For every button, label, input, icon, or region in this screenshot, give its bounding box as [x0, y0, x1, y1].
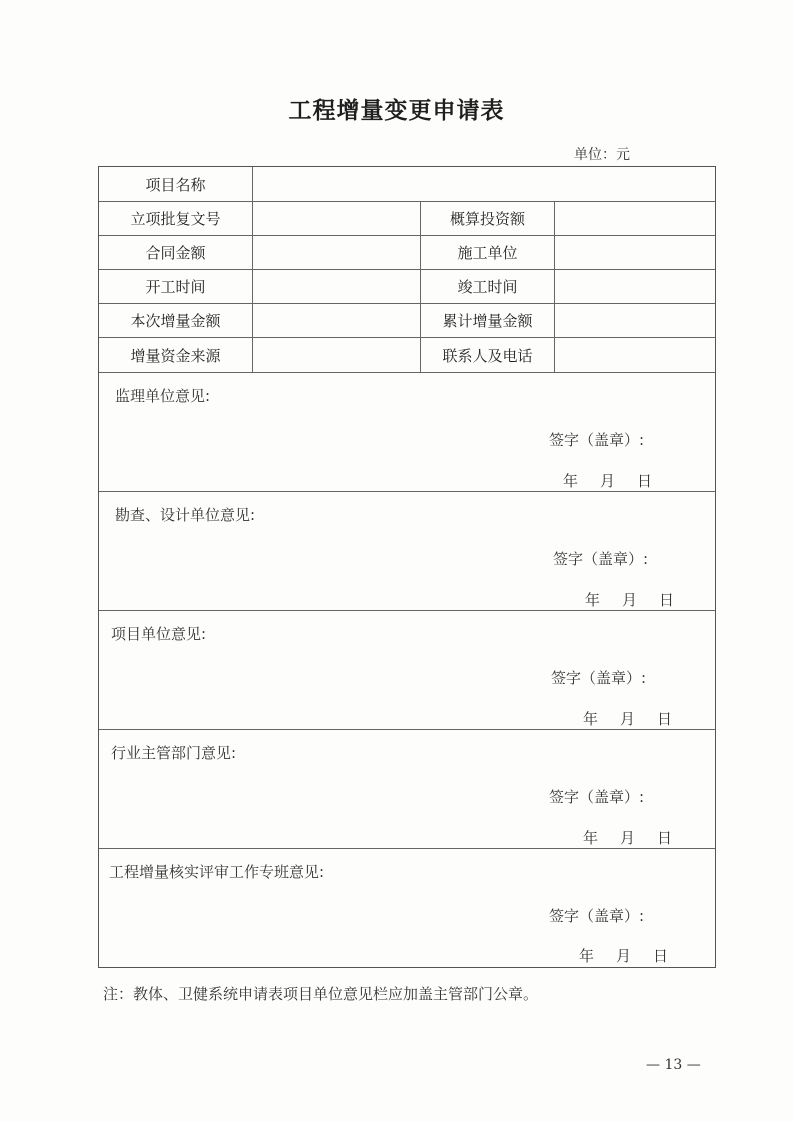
section-divider — [99, 491, 715, 492]
date-day: 日 — [657, 829, 673, 847]
unit-label: 单位：元 — [574, 147, 630, 163]
page-number: — 13 — — [646, 1057, 701, 1073]
opinion-sign-project-unit[interactable]: 签字（盖章）: — [551, 669, 647, 687]
opinion-sign-design[interactable]: 签字（盖章）: — [553, 550, 649, 568]
application-form — [98, 166, 716, 968]
label-estimate-investment: 概算投资额 — [449, 210, 525, 228]
section-divider — [99, 610, 715, 611]
label-construction-unit: 施工单位 — [457, 244, 518, 262]
opinion-date-design[interactable] — [585, 589, 674, 610]
date-month: 月 — [620, 829, 636, 847]
label-contact: 联系人及电话 — [442, 346, 533, 365]
value-estimate-investment[interactable] — [555, 202, 715, 235]
opinion-date-supervision[interactable] — [563, 470, 652, 491]
label-increment-amount: 本次增量金额 — [130, 312, 221, 330]
section-divider — [99, 848, 715, 849]
date-year: 年 — [585, 591, 601, 609]
section-divider — [99, 729, 715, 730]
opinion-sign-review-team[interactable]: 签字（盖章）: — [549, 907, 645, 925]
value-completion-time[interactable] — [555, 270, 715, 303]
date-year: 年 — [579, 947, 595, 965]
opinion-sign-authority[interactable]: 签字（盖章）: — [549, 788, 645, 806]
opinion-label-project-unit: 项目单位意见: — [111, 625, 207, 643]
value-contact[interactable] — [555, 338, 715, 372]
opinion-label-design: 勘查、设计单位意见: — [115, 506, 256, 524]
date-month: 月 — [600, 472, 616, 490]
label-approval-doc-no: 立项批复文号 — [130, 210, 221, 228]
date-year: 年 — [563, 472, 579, 490]
date-day: 日 — [637, 472, 653, 490]
value-construction-unit[interactable] — [555, 236, 715, 269]
label-completion-time: 竣工时间 — [457, 278, 518, 296]
opinion-sign-supervision[interactable]: 签字（盖章）: — [549, 431, 645, 449]
footnote: 注：教体、卫健系统申请表项目单位意见栏应加盖主管部门公章。 — [103, 985, 539, 1003]
date-day: 日 — [653, 947, 669, 965]
date-month: 月 — [616, 947, 632, 965]
value-increment-amount[interactable] — [253, 304, 420, 337]
date-month: 月 — [622, 591, 638, 609]
label-start-time: 开工时间 — [145, 278, 206, 296]
opinion-date-project-unit[interactable] — [583, 708, 672, 729]
page-title: 工程增量变更申请表 — [288, 97, 505, 124]
date-year: 年 — [583, 829, 599, 847]
opinion-date-authority[interactable] — [583, 827, 672, 848]
value-fund-source[interactable] — [253, 338, 420, 372]
date-month: 月 — [620, 710, 636, 728]
date-year: 年 — [583, 710, 599, 728]
row-divider — [99, 372, 715, 373]
opinion-label-review-team: 工程增量核实评审工作专班意见: — [109, 863, 325, 881]
label-fund-source: 增量资金来源 — [130, 346, 221, 365]
value-project-name[interactable] — [253, 167, 715, 201]
date-day: 日 — [659, 591, 675, 609]
opinion-label-authority: 行业主管部门意见: — [111, 744, 237, 762]
opinion-date-review-team[interactable] — [579, 945, 668, 966]
opinion-label-supervision: 监理单位意见: — [115, 387, 211, 405]
value-approval-doc-no[interactable] — [253, 202, 420, 235]
date-day: 日 — [657, 710, 673, 728]
value-cumulative-increment[interactable] — [555, 304, 715, 337]
value-contract-amount[interactable] — [253, 236, 420, 269]
label-contract-amount: 合同金额 — [145, 244, 206, 262]
label-cumulative-increment: 累计增量金额 — [442, 312, 533, 330]
label-project-name: 项目名称 — [145, 175, 206, 194]
value-start-time[interactable] — [253, 270, 420, 303]
